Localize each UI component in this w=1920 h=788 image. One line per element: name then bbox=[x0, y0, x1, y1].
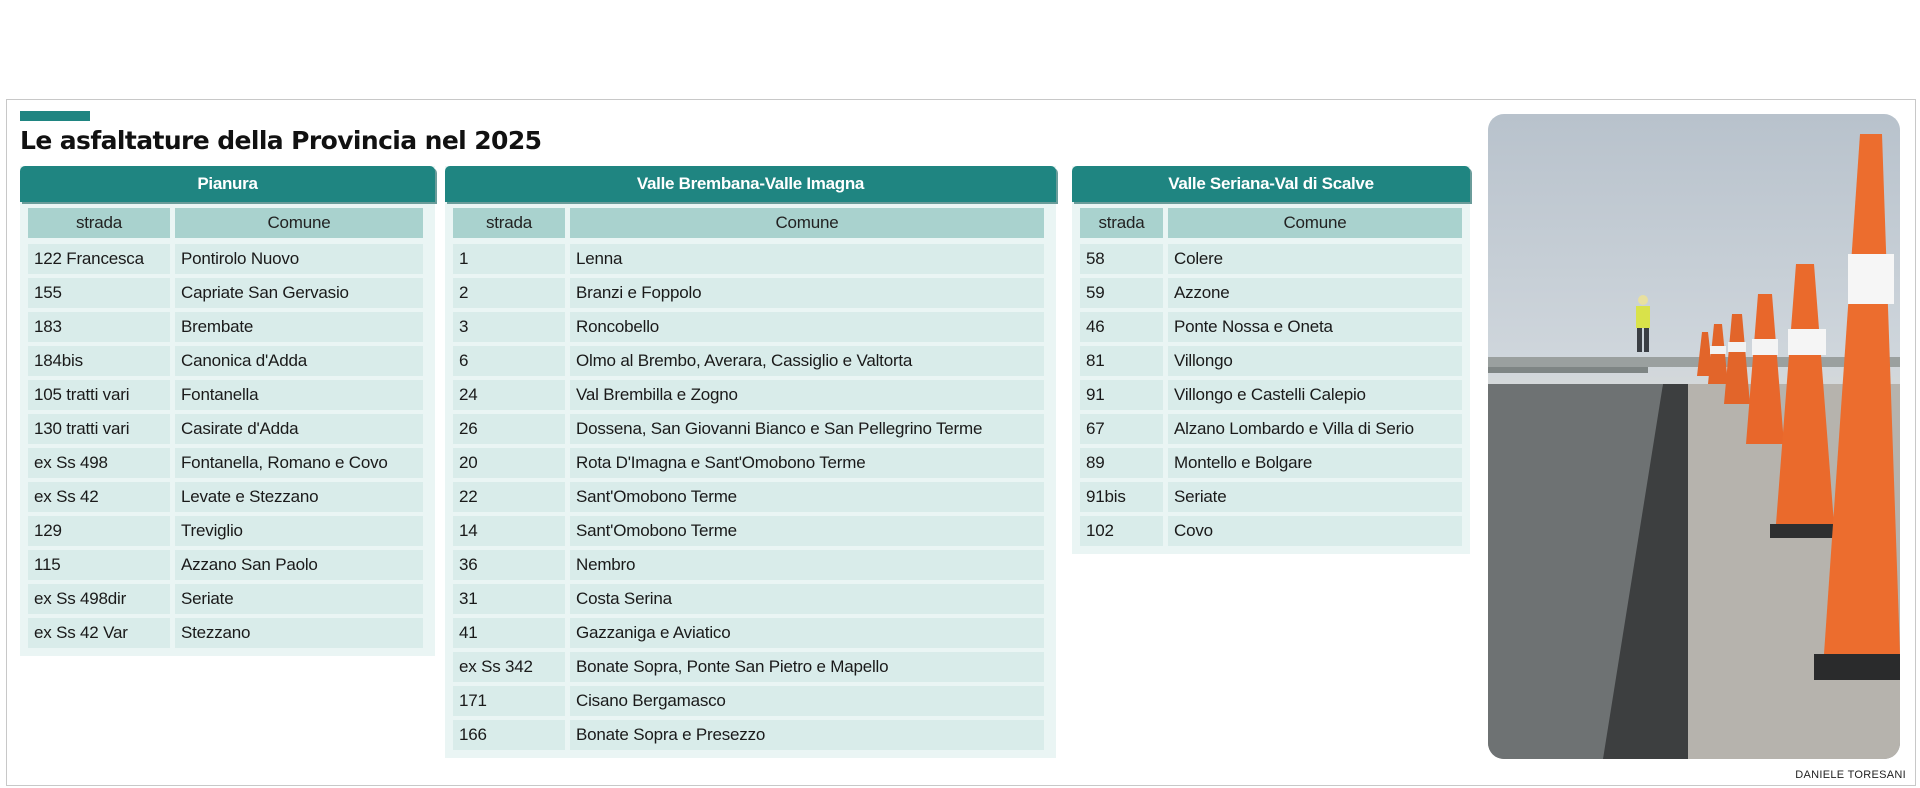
cell-strada: ex Ss 498dir bbox=[28, 584, 170, 614]
table-row bbox=[453, 582, 1048, 616]
cell-comune: Branzi e Foppolo bbox=[570, 278, 1044, 308]
section-table bbox=[1072, 202, 1470, 554]
table-header-row bbox=[28, 208, 427, 238]
cell-strada: 58 bbox=[1080, 244, 1163, 274]
column-header-strada: strada bbox=[28, 208, 170, 238]
table-row bbox=[453, 276, 1048, 310]
table-header-row bbox=[453, 208, 1048, 238]
column-header-strada: strada bbox=[453, 208, 565, 238]
cell-comune: Olmo al Brembo, Averara, Cassiglio e Valtorta bbox=[570, 346, 1044, 376]
table-row bbox=[453, 310, 1048, 344]
cell-strada: ex Ss 342 bbox=[453, 652, 565, 682]
cell-comune: Pontirolo Nuovo bbox=[175, 244, 423, 274]
cell-comune: Fontanella, Romano e Covo bbox=[175, 448, 423, 478]
table-row bbox=[453, 242, 1048, 276]
cell-comune: Villongo bbox=[1168, 346, 1462, 376]
table-row bbox=[28, 276, 427, 310]
cell-strada: 129 bbox=[28, 516, 170, 546]
table-row bbox=[1080, 378, 1462, 412]
cell-strada: 3 bbox=[453, 312, 565, 342]
cell-strada: 59 bbox=[1080, 278, 1163, 308]
table-row bbox=[1080, 446, 1462, 480]
table-row bbox=[453, 616, 1048, 650]
cell-comune: Dossena, San Giovanni Bianco e San Pellegrino Terme bbox=[570, 414, 1044, 444]
cell-comune: Azzone bbox=[1168, 278, 1462, 308]
column-header-comune: Comune bbox=[175, 208, 423, 238]
table-row bbox=[28, 310, 427, 344]
cell-comune: Covo bbox=[1168, 516, 1462, 546]
cell-strada: 171 bbox=[453, 686, 565, 716]
table-row bbox=[28, 616, 427, 650]
table-row bbox=[453, 514, 1048, 548]
cell-strada: 2 bbox=[453, 278, 565, 308]
cell-comune: Bonate Sopra e Presezzo bbox=[570, 720, 1044, 750]
section-table bbox=[20, 202, 435, 656]
column-header-comune: Comune bbox=[570, 208, 1044, 238]
column-header-comune: Comune bbox=[1168, 208, 1462, 238]
cell-comune: Fontanella bbox=[175, 380, 423, 410]
table-row bbox=[453, 446, 1048, 480]
table-row bbox=[1080, 514, 1462, 548]
table-row bbox=[1080, 344, 1462, 378]
cell-strada: 22 bbox=[453, 482, 565, 512]
road-works-illustration bbox=[1488, 114, 1900, 759]
cell-comune: Bonate Sopra, Ponte San Pietro e Mapello bbox=[570, 652, 1044, 682]
cell-strada: 102 bbox=[1080, 516, 1163, 546]
cell-strada: ex Ss 42 Var bbox=[28, 618, 170, 648]
table-row bbox=[453, 378, 1048, 412]
section-header: Valle Brembana-Valle Imagna bbox=[445, 166, 1056, 202]
cell-strada: 24 bbox=[453, 380, 565, 410]
title-accent-bar bbox=[20, 111, 90, 121]
table-row bbox=[28, 446, 427, 480]
cell-comune: Lenna bbox=[570, 244, 1044, 274]
table-row bbox=[28, 242, 427, 276]
cell-comune: Colere bbox=[1168, 244, 1462, 274]
cell-strada: 91 bbox=[1080, 380, 1163, 410]
section-table bbox=[445, 202, 1056, 758]
cell-comune: Sant'Omobono Terme bbox=[570, 482, 1044, 512]
cell-strada: 105 tratti vari bbox=[28, 380, 170, 410]
table-row bbox=[28, 344, 427, 378]
cell-strada: 46 bbox=[1080, 312, 1163, 342]
cell-comune: Alzano Lombardo e Villa di Serio bbox=[1168, 414, 1462, 444]
cell-comune: Seriate bbox=[175, 584, 423, 614]
cell-comune: Seriate bbox=[1168, 482, 1462, 512]
table-row bbox=[1080, 412, 1462, 446]
cell-strada: 155 bbox=[28, 278, 170, 308]
table-row bbox=[453, 344, 1048, 378]
table-row bbox=[28, 412, 427, 446]
cell-strada: 1 bbox=[453, 244, 565, 274]
table-row bbox=[28, 548, 427, 582]
table-header-row bbox=[1080, 208, 1462, 238]
cell-comune: Stezzano bbox=[175, 618, 423, 648]
section-pianura bbox=[20, 166, 435, 656]
cell-comune: Brembate bbox=[175, 312, 423, 342]
cell-strada: 81 bbox=[1080, 346, 1163, 376]
page-title: Le asfaltature della Provincia nel 2025 bbox=[20, 126, 542, 155]
table-row bbox=[28, 582, 427, 616]
section-header: Valle Seriana-Val di Scalve bbox=[1072, 166, 1470, 202]
section-valle-seriana bbox=[1072, 166, 1470, 554]
table-row bbox=[453, 480, 1048, 514]
table-row bbox=[453, 718, 1048, 752]
cell-strada: 6 bbox=[453, 346, 565, 376]
cell-comune: Rota D'Imagna e Sant'Omobono Terme bbox=[570, 448, 1044, 478]
cell-comune: Levate e Stezzano bbox=[175, 482, 423, 512]
cell-strada: 166 bbox=[453, 720, 565, 750]
worker-figure bbox=[1636, 295, 1650, 352]
cell-strada: ex Ss 498 bbox=[28, 448, 170, 478]
cell-strada: 31 bbox=[453, 584, 565, 614]
table-row bbox=[28, 480, 427, 514]
cell-comune: Cisano Bergamasco bbox=[570, 686, 1044, 716]
road-works-photo bbox=[1488, 114, 1900, 759]
cell-strada: 36 bbox=[453, 550, 565, 580]
column-header-strada: strada bbox=[1080, 208, 1163, 238]
cell-strada: 122 Francesca bbox=[28, 244, 170, 274]
table-row bbox=[453, 650, 1048, 684]
table-row bbox=[28, 514, 427, 548]
cell-comune: Gazzaniga e Aviatico bbox=[570, 618, 1044, 648]
table-row bbox=[1080, 480, 1462, 514]
cell-comune: Val Brembilla e Zogno bbox=[570, 380, 1044, 410]
cell-strada: 20 bbox=[453, 448, 565, 478]
cell-strada: 26 bbox=[453, 414, 565, 444]
cell-strada: ex Ss 42 bbox=[28, 482, 170, 512]
cell-comune: Casirate d'Adda bbox=[175, 414, 423, 444]
table-row bbox=[1080, 276, 1462, 310]
cell-strada: 89 bbox=[1080, 448, 1163, 478]
cell-comune: Nembro bbox=[570, 550, 1044, 580]
cell-comune: Villongo e Castelli Calepio bbox=[1168, 380, 1462, 410]
cell-comune: Ponte Nossa e Oneta bbox=[1168, 312, 1462, 342]
cell-comune: Treviglio bbox=[175, 516, 423, 546]
cell-strada: 130 tratti vari bbox=[28, 414, 170, 444]
cell-strada: 67 bbox=[1080, 414, 1163, 444]
table-row bbox=[453, 684, 1048, 718]
cell-comune: Sant'Omobono Terme bbox=[570, 516, 1044, 546]
cell-comune: Canonica d'Adda bbox=[175, 346, 423, 376]
cell-comune: Costa Serina bbox=[570, 584, 1044, 614]
cell-comune: Azzano San Paolo bbox=[175, 550, 423, 580]
cell-comune: Montello e Bolgare bbox=[1168, 448, 1462, 478]
table-row bbox=[1080, 310, 1462, 344]
cell-comune: Roncobello bbox=[570, 312, 1044, 342]
photo-credit: DANIELE TORESANI bbox=[1795, 769, 1906, 781]
cell-strada: 41 bbox=[453, 618, 565, 648]
cell-strada: 184bis bbox=[28, 346, 170, 376]
cell-strada: 115 bbox=[28, 550, 170, 580]
table-row bbox=[1080, 242, 1462, 276]
section-valle-brembana bbox=[445, 166, 1056, 758]
table-row bbox=[453, 412, 1048, 446]
section-header: Pianura bbox=[20, 166, 435, 202]
cell-strada: 91bis bbox=[1080, 482, 1163, 512]
table-row bbox=[453, 548, 1048, 582]
cell-comune: Capriate San Gervasio bbox=[175, 278, 423, 308]
cell-strada: 14 bbox=[453, 516, 565, 546]
table-row bbox=[28, 378, 427, 412]
cell-strada: 183 bbox=[28, 312, 170, 342]
